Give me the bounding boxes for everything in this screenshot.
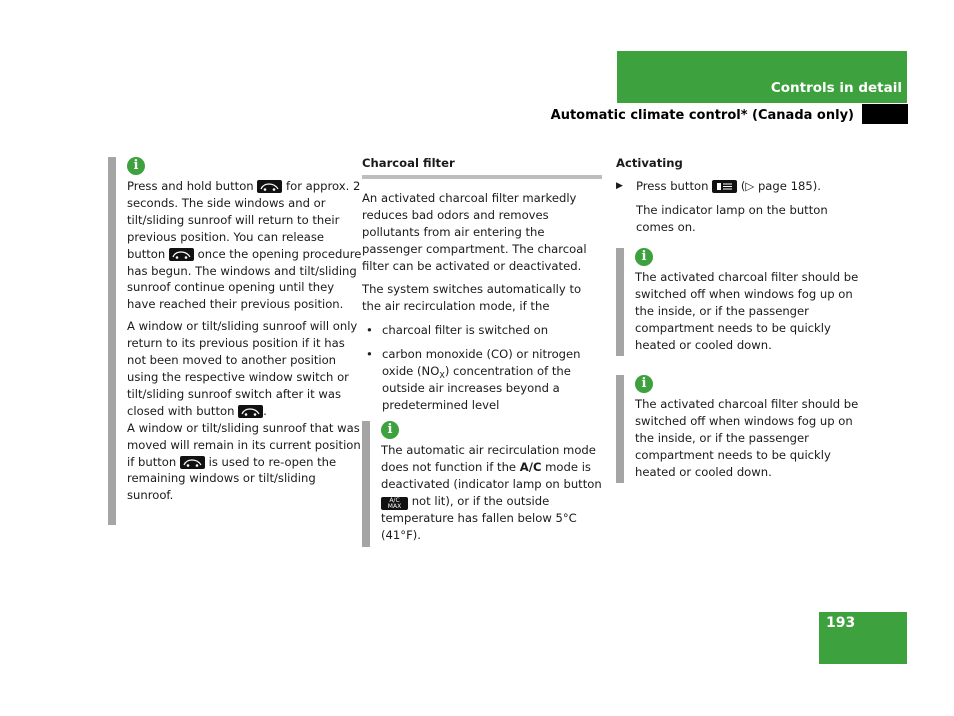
charcoal-filter-button-icon bbox=[712, 180, 737, 193]
section-heading: Activating bbox=[616, 156, 683, 170]
middle-info-note bbox=[362, 421, 608, 547]
body-paragraph: An activated charcoal filter markedly reduces bad odors and removes pollutants from air entering the passenger compartment. The charcoal filter can be activated or deactivated. bbox=[362, 190, 587, 273]
page-subtitle: Automatic climate control* (Canada only) bbox=[550, 108, 854, 123]
right-column bbox=[616, 155, 856, 236]
comfort-close-button-icon bbox=[169, 248, 194, 261]
black-tab-marker bbox=[862, 104, 908, 124]
section-heading: Charcoal filter bbox=[362, 155, 602, 179]
info-icon: i bbox=[635, 375, 653, 393]
right-info-note-1 bbox=[616, 248, 871, 356]
page-number: 193 bbox=[826, 615, 856, 631]
right-info-note-2 bbox=[616, 375, 871, 483]
note-paragraph: The activated charcoal filter should be switched off when windows fog up on the inside, or if the passenger compartment needs to be quickly heated or cooled down. bbox=[635, 397, 859, 479]
note-paragraph: The activated charcoal filter should be switched off when windows fog up on the inside, or if the passenger compartment needs to be quickly heated or cooled down. bbox=[635, 270, 859, 352]
body-paragraph: The system switches automatically to the air recirculation mode, if the bbox=[362, 282, 582, 314]
info-icon: i bbox=[381, 421, 399, 439]
note-paragraph: A window or tilt/sliding sunroof will only return to its previous position if it has not been moved to another position using the respective window switch or tilt/sliding sunroof switch after it was closed with button . bbox=[127, 319, 358, 418]
list-item: • carbon monoxide (CO) or nitrogen oxide $(NO_X)$ concentration of the outside air increases beyond a predetermined level bbox=[366, 347, 581, 412]
middle-column bbox=[362, 155, 602, 414]
ac-max-button-icon: A/C MAX bbox=[381, 497, 408, 510]
comfort-close-button-icon bbox=[238, 405, 263, 418]
step-instruction: ▶ Press button (▷ page 185). bbox=[616, 178, 821, 193]
comfort-close-button-icon bbox=[257, 180, 282, 193]
note-paragraph: Press and hold button for approx. 2 seconds. The side windows and or tilt/sliding sunroof will return to their previous position. You can release button once the opening procedure has begun. The windows and tilt/sliding sunroof continue opening until they have reached their previous position. bbox=[127, 179, 362, 312]
step-arrow-icon: ▶ bbox=[616, 180, 623, 191]
ac-mode-label: A/C bbox=[519, 459, 542, 474]
note-paragraph: A window or tilt/sliding sunroof that was moved will remain in its current position if button is used to re-open the remaining windows or tilt/sliding sunroof. bbox=[127, 420, 361, 503]
body-paragraph: The indicator lamp on the button comes on. bbox=[636, 202, 828, 234]
info-icon: i bbox=[127, 157, 145, 175]
note-paragraph: The automatic air recirculation mode does not function if the A/C mode is deactivated (indicator lamp on button A/C MAX not lit), or if the outside temperature has fallen below 5°C (41°F). bbox=[381, 443, 602, 542]
info-icon: i bbox=[635, 248, 653, 266]
section-title: Controls in detail bbox=[770, 80, 902, 96]
condition-list bbox=[362, 322, 602, 414]
comfort-close-button-icon bbox=[180, 456, 205, 469]
list-item: • charcoal filter is switched on bbox=[366, 323, 549, 338]
left-info-note bbox=[108, 157, 365, 525]
